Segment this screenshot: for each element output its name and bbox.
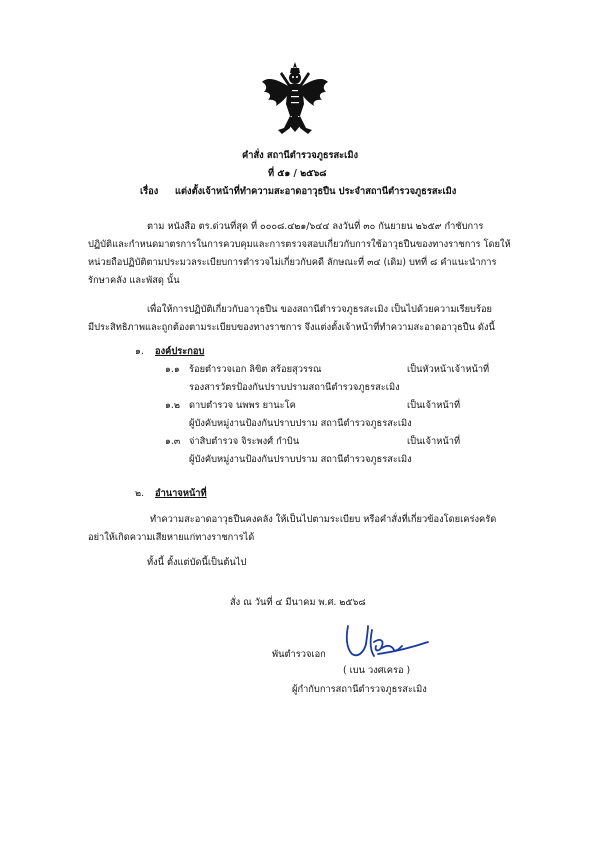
signer-name: ( เบน วงศเครอ ) xyxy=(343,665,411,676)
section-2-line: อย่าให้เกิดความเสียหายแก่ทางราชการได้ xyxy=(88,532,255,543)
paragraph-2-line: มีประสิทธิภาพและถูกต้องตามระเบียบของทางราชการ จึงแต่งตั้งเจ้าหน้าที่ทำความสะอาดอาวุธปืน ดังนี้ xyxy=(88,322,495,333)
subject-text: แต่งตั้งเจ้าหน้าที่ทำความสะอาดอาวุธปืน ประจำสถานีตำรวจภูธรสะเมิง xyxy=(175,186,457,197)
paragraph-1-line: ปฏิบัติและกำหนดมาตรการในการควบคุมและการตรวจสอบเกี่ยวกับการใช้อาวุธปืนของทางราชการ โดยให้ xyxy=(88,239,511,250)
member-name: ร้อยตำรวจเอก ลิขิต สร้อยสุวรรณ xyxy=(189,364,322,375)
section-2-heading: อำนาจหน้าที่ xyxy=(155,488,207,499)
member-role: เป็นหัวหน้าเจ้าหน้าที่ xyxy=(407,364,490,375)
paragraph-1-line: หน่วยถือปฏิบัติตามประมวลระเบียบการตำรวจไม่เกี่ยวกับคดี ลักษณะที่ ๓๔ (เดิม) บทที่ ๘ คำแนะนำการ xyxy=(88,257,497,268)
member-position: ผู้บังคับหมู่งานป้องกันปราบปราม สถานีตำรวจภูธรสะเมิง xyxy=(189,418,412,429)
signer-rank: พันตำรวจเอก xyxy=(272,649,326,660)
section-1-number: ๑. xyxy=(135,346,144,357)
order-number: ที่ ๕๑ / ๒๕๖๘ xyxy=(268,168,327,179)
member-position: ผู้บังคับหมู่งานป้องกันปราบปราม สถานีตำรวจภูธรสะเมิง xyxy=(189,454,412,465)
effective-statement: ทั้งนี้ ตั้งแต่บัดนี้เป็นต้นไป xyxy=(147,557,247,568)
member-role: เป็นเจ้าหน้าที่ xyxy=(407,436,461,447)
member-number: ๑.๑ xyxy=(165,364,180,375)
order-title: คำสั่ง สถานีตำรวจภูธรสะเมิง xyxy=(242,150,358,161)
member-position: รองสารวัตรป้องกันปราบปรามสถานีตำรวจภูธรสะเมิง xyxy=(189,382,400,393)
member-number: ๑.๓ xyxy=(165,436,181,447)
section-2-line: ทำความสะอาดอาวุธปืนคงคลัง ให้เป็นไปตามระเบียบ หรือคำสั่งที่เกี่ยวข้องโดยเคร่งครัด xyxy=(150,514,497,525)
paragraph-2-line: เพื่อให้การปฏิบัติเกี่ยวกับอาวุธปืน ของสถานีตำรวจภูธรสะเมิง เป็นไปด้วยความเรียบร้อย xyxy=(147,304,492,315)
member-number: ๑.๒ xyxy=(165,400,180,411)
section-1-heading: องค์ประกอบ xyxy=(155,346,205,357)
order-date: สั่ง ณ วันที่ ๔ มีนาคม พ.ศ. ๒๕๖๘ xyxy=(230,597,366,608)
subject-label: เรื่อง xyxy=(140,186,159,197)
member-name: ดาบตำรวจ นพพร ยานะโค xyxy=(189,400,296,411)
member-name: จ่าสิบตำรวจ จิระพงศ์ กำบิน xyxy=(189,436,300,447)
section-2-number: ๒. xyxy=(135,488,145,499)
signature-icon xyxy=(338,618,434,664)
paragraph-1-line: ตาม หนังสือ ตร.ด่วนที่สุด ที่ ๐๐๐๘.๔๒๑/๖๔๔ ลงวันที่ ๓๐ กันยายน ๒๖๕๙ กำชับการ xyxy=(147,221,484,232)
signer-position: ผู้กำกับการสถานีตำรวจภูธรสะเมิง xyxy=(292,684,427,695)
paragraph-1-line: รักษาคลัง และพัสดุ นั้น xyxy=(88,275,180,286)
garuda-emblem-icon xyxy=(262,62,328,136)
member-role: เป็นเจ้าหน้าที่ xyxy=(407,400,461,411)
